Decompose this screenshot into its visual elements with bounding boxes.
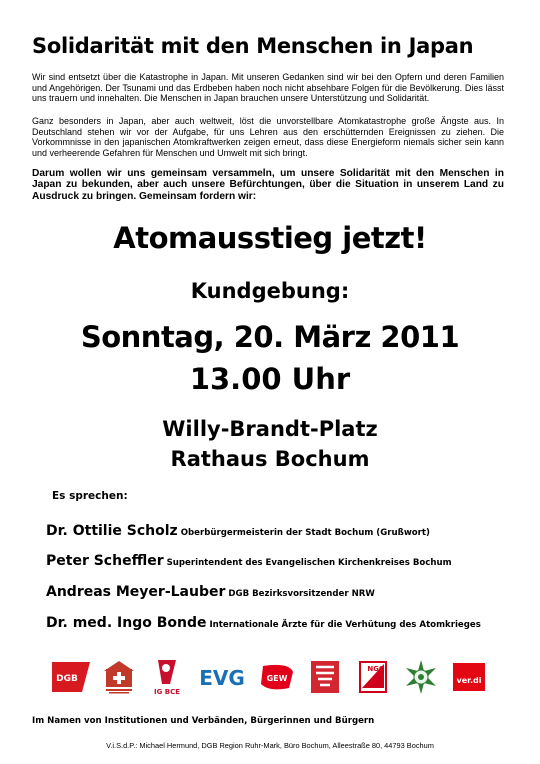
event-time: 13.00 Uhr <box>189 362 351 396</box>
speaker-entry <box>46 520 430 539</box>
page-title: Solidarität mit den Menschen in Japan <box>32 34 474 58</box>
igbce-logo <box>148 658 186 696</box>
evangelical-church-logo <box>100 658 138 696</box>
speaker-name: Dr. Ottilie Scholz <box>46 523 178 539</box>
svg-text:GEW: GEW <box>266 674 288 683</box>
speaker-role: Superintendent des Evangelischen Kirchenkreises Bochum <box>166 558 452 568</box>
gew-logo <box>258 658 296 696</box>
intro-paragraph: Wir sind entsetzt über die Katastrophe in Japan. Mit unseren Gedanken sind wir bei den Opfern und deren Familien und Angehörigen. Der Tsunami und das Erdbeben haben noch nicht absehbare Folgen für die Bevölkerung. Dies lässt uns trauern und innehalten. Die Menschen in Japan brauchen unsere Unterstützung und Solidarität. <box>32 72 504 104</box>
footer-statement: Im Namen von Institutionen und Verbänden, Bürgerinnen und Bürgern <box>32 716 375 726</box>
svg-text:IG BCE: IG BCE <box>153 688 181 696</box>
speaker-entry <box>46 612 481 631</box>
svg-text:NGG: NGG <box>367 665 385 673</box>
dgb-logo <box>52 658 90 696</box>
event-place-square: Willy-Brandt-Platz <box>162 417 378 441</box>
sponsor-logo-strip <box>40 642 500 712</box>
footer-imprint: V.i.S.d.P.: Michael Hermund, DGB Region Ruhr-Mark, Büro Bochum, Alleestraße 80, 44793 Bochum <box>106 741 434 750</box>
ngg-logo <box>354 658 392 696</box>
speaker-role: DGB Bezirksvorsitzender NRW <box>228 589 375 599</box>
event-date: Sonntag, 20. März 2011 <box>80 320 460 354</box>
svg-text:ver.di: ver.di <box>456 676 482 685</box>
speaker-name: Dr. med. Ingo Bonde <box>46 615 207 631</box>
speaker-role: Internationale Ärzte für die Verhütung des Atomkrieges <box>209 620 481 630</box>
svg-text:EVG: EVG <box>199 666 245 690</box>
svg-text:DGB: DGB <box>56 674 78 684</box>
concern-paragraph: Ganz besonders in Japan, aber auch weltweit, löst die unvorstellbare Atomkatastrophe große Ängste aus. In Deutschland stehen wir vor der Aufgabe, für uns Lehren aus den erschütternden Ereignissen zu ziehen. Die Vorkommnisse in den japanischen Atomkraftwerken zeigen erneut, dass diese Energieform niemals sicher sein kann und verheerende Gefahren für Menschen und Umwelt mit sich bringt. <box>32 116 504 158</box>
ig-metall-logo <box>306 658 344 696</box>
speaker-entry <box>46 550 452 569</box>
speaker-name: Peter Scheffler <box>46 553 164 569</box>
speaker-entry <box>46 581 375 600</box>
evg-logo <box>196 658 248 696</box>
verdi-logo <box>450 658 488 696</box>
slogan-heading: Atomausstieg jetzt! <box>113 221 427 255</box>
speakers-label: Es sprechen: <box>52 490 128 502</box>
event-label: Kundgebung: <box>190 279 350 303</box>
gdp-police-logo <box>402 658 440 696</box>
event-place-townhall: Rathaus Bochum <box>170 447 370 471</box>
call-paragraph: Darum wollen wir uns gemeinsam versammeln, um unsere Solidarität mit den Menschen in Japan zu bekunden, aber auch unsere Befürchtungen, über die Situation in unserem Land zu Ausdruck zu bringen. Gemeinsam fordern wir: <box>32 168 504 202</box>
speaker-name: Andreas Meyer-Lauber <box>46 584 226 600</box>
speaker-role: Oberbürgermeisterin der Stadt Bochum (Grußwort) <box>180 528 430 538</box>
